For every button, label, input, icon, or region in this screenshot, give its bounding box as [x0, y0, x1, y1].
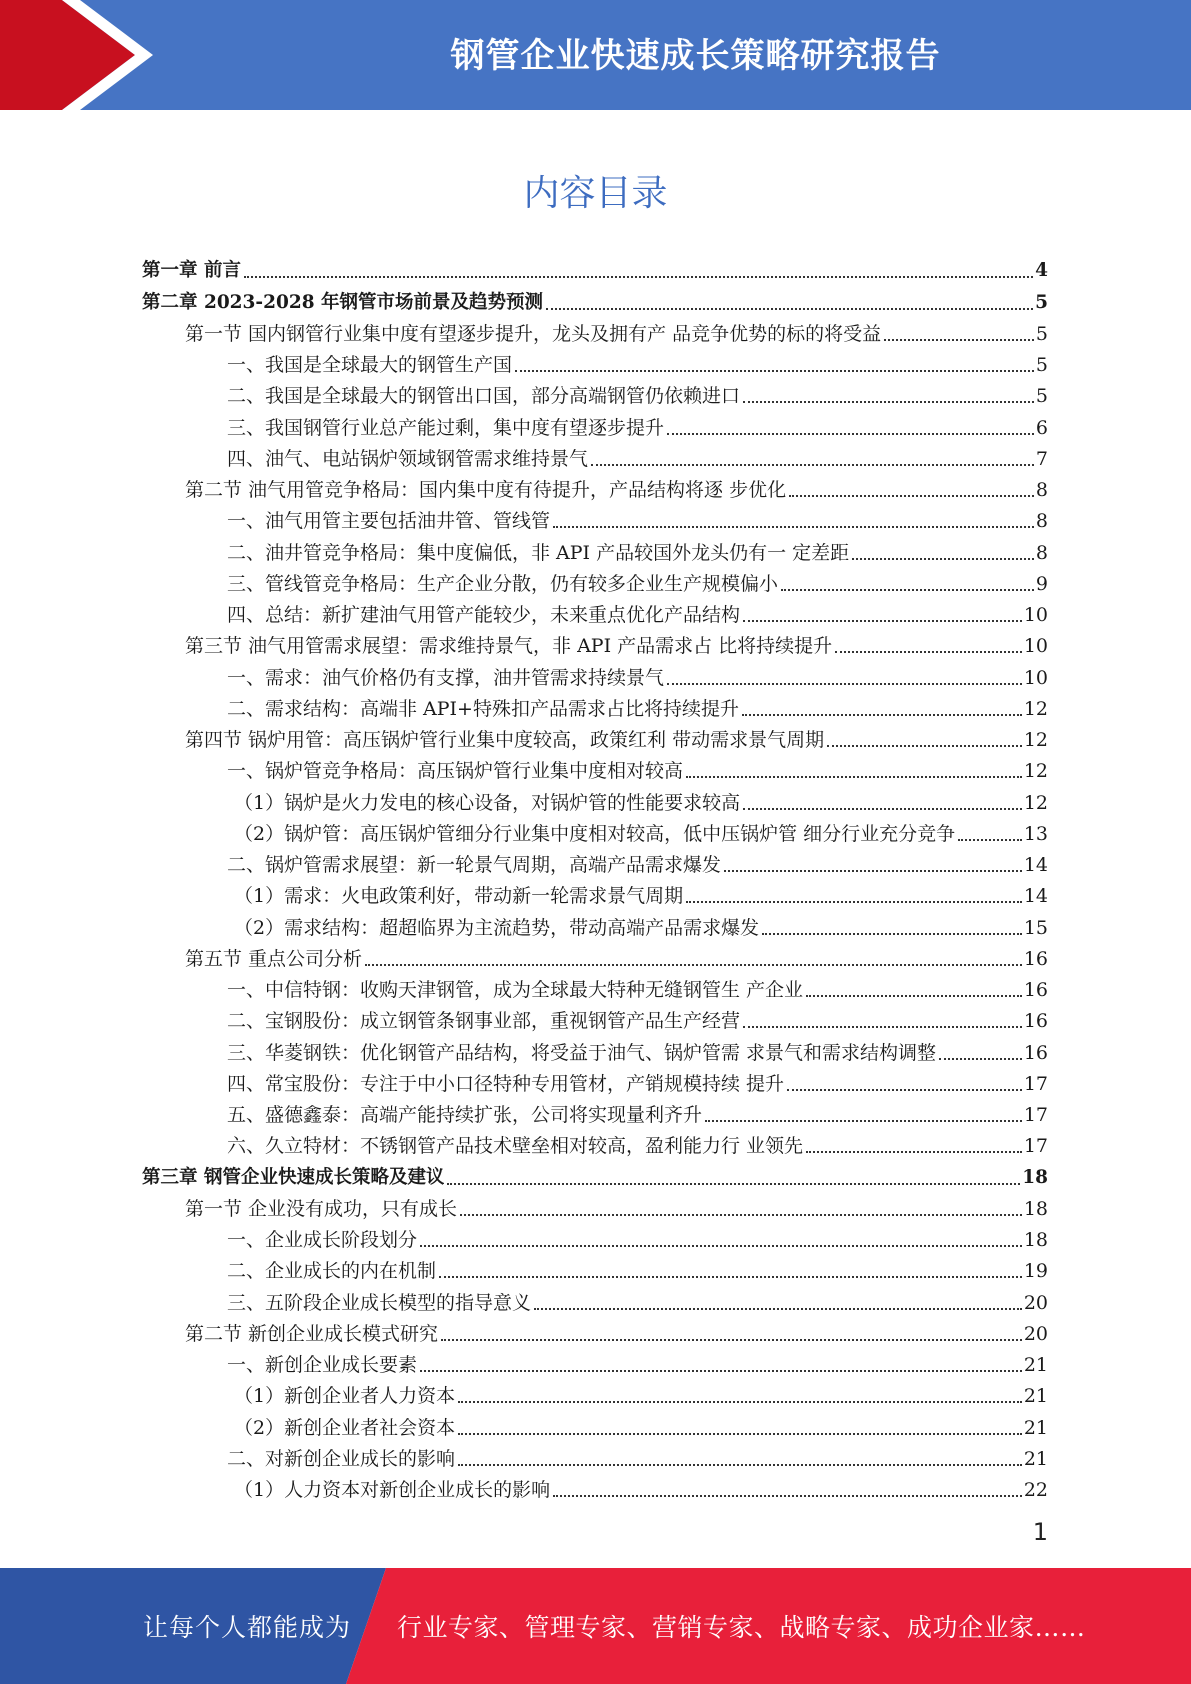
- footer-banner: [0, 1568, 1191, 1684]
- toc-entry[interactable]: [142, 1408, 1048, 1439]
- toc-entry-page: 18: [1023, 1229, 1048, 1251]
- toc-entry-title: 一、企业成长阶段划分: [227, 1229, 418, 1251]
- header-banner: [0, 0, 1191, 110]
- toc-leader-dots: [743, 1025, 1022, 1028]
- toc-entry-page: 5: [1035, 385, 1048, 408]
- toc-leader-dots: [458, 1463, 1022, 1466]
- toc-heading: 内容目录: [523, 173, 668, 214]
- toc-entry-page: 5: [1035, 291, 1048, 313]
- toc-leader-dots: [705, 1119, 1022, 1122]
- toc-entry[interactable]: [142, 533, 1048, 564]
- toc-entry-title: 第二节 油气用管竞争格局：国内集中度有待提升，产品结构将逐 步优化: [185, 479, 787, 501]
- toc-entry[interactable]: [142, 1377, 1048, 1408]
- toc-entry[interactable]: [142, 440, 1048, 471]
- toc-entry-title: （1）需求：火电政策利好，带动新一轮需求景气周期: [234, 885, 684, 908]
- toc-leader-dots: [835, 650, 1022, 653]
- toc-entry-title: 第五节 重点公司分析: [185, 947, 363, 970]
- toc-entry-title: 三、我国钢管行业总产能过剩，集中度有望逐步提升: [227, 416, 665, 439]
- toc-entry-page: 12: [1023, 791, 1048, 814]
- page-number: 1: [1032, 1518, 1048, 1546]
- toc-leader-dots: [789, 494, 1034, 497]
- toc-entry-title: （2）新创企业者社会资本: [234, 1416, 456, 1439]
- toc-leader-dots: [420, 1244, 1022, 1247]
- toc-leader-dots: [534, 1307, 1022, 1310]
- toc-entry-page: 12: [1023, 760, 1048, 783]
- toc-entry[interactable]: [142, 596, 1048, 627]
- toc-entry-page: 7: [1035, 447, 1048, 470]
- toc-entry-title: 一、锅炉管竞争格局：高压锅炉管行业集中度相对较高: [227, 760, 684, 783]
- toc-entry-title: 第一章 前言: [142, 260, 241, 282]
- toc-entry[interactable]: [142, 283, 1048, 314]
- toc-entry[interactable]: [142, 752, 1048, 783]
- toc-entry-page: 12: [1023, 697, 1048, 720]
- toc-leader-dots: [724, 869, 1022, 872]
- toc-entry-page: 21: [1023, 1416, 1048, 1439]
- toc-entry[interactable]: [142, 408, 1048, 439]
- toc-entry-title: 第三章 钢管企业快速成长策略及建议: [142, 1166, 445, 1188]
- footer-slogan-right: 行业专家、管理专家、营销专家、战略专家、成功企业家……: [397, 1613, 1086, 1642]
- toc-leader-dots: [553, 525, 1034, 528]
- toc-leader-dots: [244, 275, 1033, 278]
- toc-leader-dots: [458, 1400, 1022, 1403]
- toc-entry[interactable]: [142, 1033, 1048, 1064]
- toc-leader-dots: [958, 838, 1022, 841]
- toc-entry-page: 10: [1023, 666, 1048, 689]
- toc-entry-title: 第二章 2023-2028 年钢管市场前景及趋势预测: [142, 291, 544, 313]
- toc-entry[interactable]: [142, 627, 1048, 658]
- toc-leader-dots: [787, 1088, 1022, 1091]
- toc-entry-page: 18: [1023, 1197, 1048, 1220]
- toc-leader-dots: [827, 744, 1022, 747]
- toc-entry[interactable]: [142, 1471, 1048, 1502]
- toc-leader-dots: [742, 713, 1022, 716]
- toc-entry-title: 五、盛德鑫泰：高端产能持续扩张，公司将实现量利齐升: [227, 1104, 703, 1126]
- toc-entry-page: 22: [1023, 1479, 1048, 1501]
- toc-entry-page: 19: [1023, 1260, 1048, 1283]
- toc-leader-dots: [515, 369, 1034, 372]
- toc-entry[interactable]: [142, 658, 1048, 689]
- toc-entry-title: （2）锅炉管：高压锅炉管细分行业集中度相对较高，低中压锅炉管 细分行业充分竞争: [234, 822, 956, 845]
- toc-entry[interactable]: [142, 1190, 1048, 1221]
- toc-entry-page: 15: [1023, 916, 1048, 939]
- toc-entry-page: 20: [1023, 1322, 1048, 1345]
- toc-entry[interactable]: [142, 502, 1048, 533]
- toc-entry[interactable]: [142, 1002, 1048, 1033]
- toc-entry[interactable]: [142, 877, 1048, 908]
- toc-entry-page: 5: [1035, 322, 1048, 345]
- toc-leader-dots: [743, 807, 1022, 810]
- toc-entry-title: 二、宝钢股份：成立钢管条钢事业部，重视钢管产品生产经营: [227, 1010, 741, 1033]
- report-title: 钢管企业快速成长策略研究报告: [450, 36, 941, 76]
- footer-slogan-left: 让每个人都能成为: [143, 1613, 352, 1642]
- toc-entry-page: 16: [1023, 1041, 1048, 1064]
- toc-entry-page: 14: [1023, 885, 1048, 908]
- toc-entry[interactable]: [142, 815, 1048, 846]
- toc-entry[interactable]: [142, 565, 1048, 596]
- toc-leader-dots: [686, 775, 1022, 778]
- toc-entry-title: （1）新创企业者人力资本: [234, 1385, 456, 1408]
- toc-entry-page: 17: [1023, 1104, 1048, 1126]
- toc-entry-title: 三、管线管竞争格局：生产企业分散，仍有较多企业生产规模偏小: [227, 572, 779, 595]
- toc-entry-title: 六、久立特材：不锈钢管产品技术壁垒相对较高，盈利能力行 业领先: [227, 1135, 804, 1158]
- toc-entry[interactable]: [142, 846, 1048, 877]
- toc-entry-page: 10: [1023, 604, 1048, 626]
- toc-leader-dots: [686, 900, 1022, 903]
- toc-entry-page: 21: [1023, 1385, 1048, 1408]
- toc-entry[interactable]: [142, 1221, 1048, 1252]
- toc-entry-title: 四、油气、电站锅炉领域钢管需求维持景气: [227, 447, 589, 470]
- toc-entry[interactable]: [142, 783, 1048, 814]
- toc-entry[interactable]: [142, 377, 1048, 408]
- toc-entry-page: 4: [1035, 260, 1048, 282]
- toc-entry-page: 21: [1023, 1447, 1048, 1470]
- toc-leader-dots: [447, 1182, 1020, 1185]
- toc-entry[interactable]: [142, 1440, 1048, 1471]
- toc-entry-title: 一、中信特钢：收购天津钢管，成为全球最大特种无缝钢管生 产企业: [227, 979, 804, 1001]
- toc-entry[interactable]: [142, 690, 1048, 721]
- toc-entry-title: 二、对新创企业成长的影响: [227, 1447, 456, 1470]
- toc-entry-title: 第二节 新创企业成长模式研究: [185, 1322, 439, 1345]
- toc-entry-title: 三、五阶段企业成长模型的指导意义: [227, 1291, 532, 1314]
- toc-entry-page: 13: [1023, 822, 1048, 845]
- toc-entry[interactable]: [142, 1346, 1048, 1377]
- toc-entry-title: 第一节 国内钢管行业集中度有望逐步提升，龙头及拥有产 品竞争优势的标的将受益: [185, 322, 882, 345]
- toc-leader-dots: [439, 1275, 1022, 1278]
- toc-leader-dots: [884, 338, 1034, 341]
- toc-leader-dots: [591, 463, 1034, 466]
- toc-entry-page: 6: [1035, 416, 1048, 439]
- toc-entry-page: 18: [1022, 1166, 1048, 1188]
- toc-entry[interactable]: [142, 1065, 1048, 1096]
- toc-entry-title: 一、我国是全球最大的钢管生产国: [227, 354, 513, 376]
- toc-entry[interactable]: [142, 940, 1048, 971]
- toc-entry-page: 16: [1023, 979, 1048, 1001]
- toc-entry-title: 四、常宝股份：专注于中小口径特种专用管材，产销规模持续 提升: [227, 1072, 785, 1095]
- toc-leader-dots: [667, 682, 1022, 685]
- toc-leader-dots: [553, 1494, 1022, 1497]
- toc-leader-dots: [852, 557, 1034, 560]
- toc-entry[interactable]: [142, 1096, 1048, 1127]
- toc-leader-dots: [365, 963, 1022, 966]
- toc-entry-page: 17: [1023, 1135, 1048, 1158]
- toc-leader-dots: [781, 588, 1034, 591]
- toc-entry-page: 16: [1023, 1010, 1048, 1033]
- toc-leader-dots: [743, 400, 1034, 403]
- toc-entry-page: 8: [1035, 541, 1048, 564]
- toc-leader-dots: [420, 1369, 1022, 1372]
- toc-entry-title: 第三节 油气用管需求展望：需求维持景气，非 API 产品需求占 比将持续提升: [185, 635, 833, 658]
- toc-entry-page: 8: [1035, 510, 1048, 533]
- toc-leader-dots: [743, 619, 1022, 622]
- toc-entry-title: 第四节 锅炉用管：高压锅炉管行业集中度较高，政策红利 带动需求景气周期: [185, 729, 825, 751]
- toc-leader-dots: [667, 432, 1034, 435]
- toc-entry-page: 20: [1023, 1291, 1048, 1314]
- toc-entry-title: 二、我国是全球最大的钢管出口国，部分高端钢管仍依赖进口: [227, 385, 741, 408]
- toc-entry-title: 二、锅炉管需求展望：新一轮景气周期，高端产品需求爆发: [227, 854, 722, 876]
- toc-entry-title: （2）需求结构：超超临界为主流趋势，带动高端产品需求爆发: [234, 916, 760, 939]
- toc-entry-title: 四、总结：新扩建油气用管产能较少，未来重点优化产品结构: [227, 604, 741, 626]
- toc-entry[interactable]: [142, 252, 1048, 283]
- toc-entry-page: 21: [1023, 1354, 1048, 1376]
- toc-entry-title: 三、华菱钢铁：优化钢管产品结构，将受益于油气、锅炉管需 求景气和需求结构调整: [227, 1041, 937, 1064]
- toc-entry-page: 10: [1023, 635, 1048, 658]
- toc-entry[interactable]: [142, 471, 1048, 502]
- table-of-contents: [142, 252, 1048, 1502]
- toc-entry-page: 9: [1035, 572, 1048, 595]
- toc-leader-dots: [806, 1150, 1022, 1153]
- toc-entry-title: 二、油井管竞争格局：集中度偏低，非 API 产品较国外龙头仍有一 定差距: [227, 541, 850, 564]
- toc-leader-dots: [806, 994, 1022, 997]
- toc-leader-dots: [939, 1057, 1022, 1060]
- toc-leader-dots: [458, 1432, 1022, 1435]
- toc-entry-page: 16: [1023, 947, 1048, 970]
- toc-leader-dots: [762, 932, 1022, 935]
- toc-entry-title: 第一节 企业没有成功，只有成长: [185, 1197, 458, 1220]
- header-arrow-decoration: [0, 0, 160, 110]
- toc-entry-title: 二、需求结构：高端非 API+特殊扣产品需求占比将持续提升: [227, 697, 739, 720]
- toc-leader-dots: [546, 307, 1033, 310]
- toc-entry[interactable]: [142, 721, 1048, 752]
- toc-entry[interactable]: [142, 971, 1048, 1002]
- toc-entry-title: 一、新创企业成长要素: [227, 1354, 418, 1376]
- toc-entry[interactable]: [142, 1127, 1048, 1158]
- toc-entry[interactable]: [142, 346, 1048, 377]
- toc-entry[interactable]: [142, 1158, 1048, 1189]
- toc-entry[interactable]: [142, 315, 1048, 346]
- toc-entry-title: 二、企业成长的内在机制: [227, 1260, 437, 1283]
- toc-entry[interactable]: [142, 1252, 1048, 1283]
- toc-leader-dots: [460, 1213, 1022, 1216]
- toc-entry-title: （1）人力资本对新创企业成长的影响: [234, 1479, 551, 1501]
- toc-entry-title: 一、油气用管主要包括油井管、管线管: [227, 510, 551, 533]
- toc-entry-page: 17: [1023, 1072, 1048, 1095]
- toc-entry-page: 14: [1023, 854, 1048, 876]
- toc-leader-dots: [441, 1338, 1022, 1341]
- toc-entry-page: 12: [1023, 729, 1048, 751]
- toc-entry[interactable]: [142, 1283, 1048, 1314]
- toc-entry[interactable]: [142, 908, 1048, 939]
- toc-entry-title: 一、需求：油气价格仍有支撑，油井管需求持续景气: [227, 666, 665, 689]
- toc-entry-page: 5: [1035, 354, 1048, 376]
- toc-entry-title: （1）锅炉是火力发电的核心设备，对锅炉管的性能要求较高: [234, 791, 741, 814]
- toc-entry-page: 8: [1035, 479, 1048, 501]
- toc-entry[interactable]: [142, 1315, 1048, 1346]
